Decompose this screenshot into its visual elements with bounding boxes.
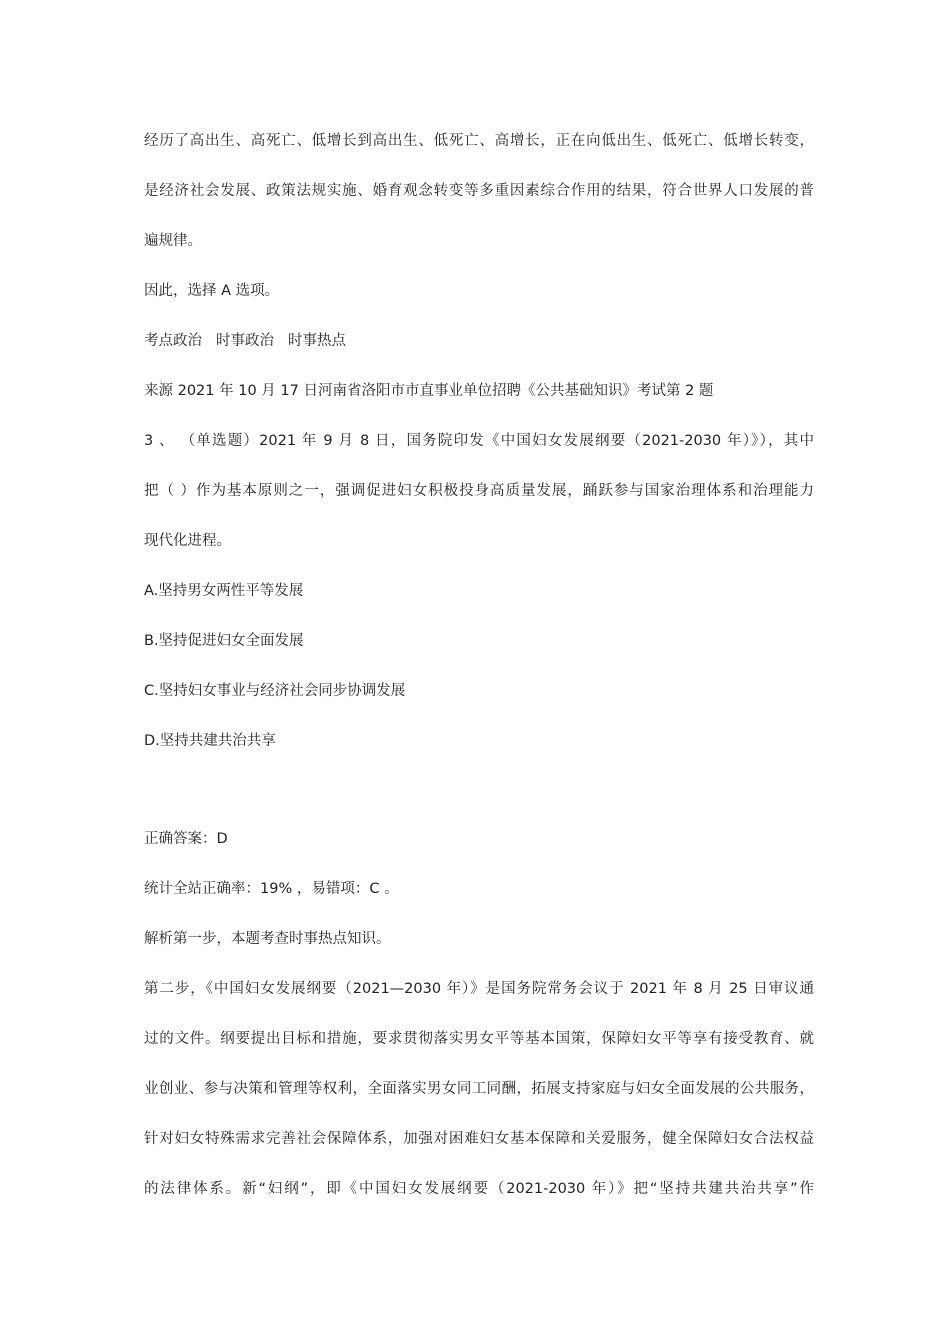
question-line: 现代化进程。	[144, 533, 231, 549]
tag-item: 政治	[173, 333, 202, 349]
analysis-step1: 解析第一步，本题考查时事热点知识。	[144, 931, 391, 947]
paragraph-line: 遍规律。	[144, 233, 202, 249]
option-a: A.坚持男女两性平等发展	[144, 583, 304, 599]
topic-tags	[144, 331, 814, 351]
conclusion-text: 因此，选择 A 选项。	[144, 283, 280, 299]
source-text: 来源 2021 年 10 月 17 日河南省洛阳市市直事业单位招聘《公共基础知识》考试第 2 题	[144, 383, 714, 399]
analysis-line: 业创业、参与决策和管理等权利，全面落实男女同工同酬，拓展支持家庭与妇女全面发展的公共服务，	[144, 1081, 814, 1097]
question-line: 把（ ）作为基本原则之一，强调促进妇女积极投身高质量发展，踊跃参与国家治理体系和治理能力	[144, 483, 814, 499]
option-c: C.坚持妇女事业与经济社会同步协调发展	[144, 683, 406, 699]
tag-item: 时事热点	[288, 333, 346, 349]
paragraph-line: 是经济社会发展、政策法规实施、婚育观念转变等多重因素综合作用的结果，符合世界人口发展的普	[144, 183, 814, 199]
analysis-line: 的法律体系。新“妇纲”，即《中国妇女发展纲要（2021-2030 年）》把“坚持共建共治共享”作	[144, 1181, 814, 1197]
tag-item: 时事政治	[216, 333, 274, 349]
question-line: 3 、 （单选题）2021 年 9 月 8 日，国务院印发《中国妇女发展纲要（2021-2030 年）》），其中	[144, 433, 814, 449]
option-d: D.坚持共建共治共享	[144, 733, 276, 749]
analysis-line: 第二步，《中国妇女发展纲要（2021—2030 年）》是国务院常务会议于 2021 年 8 月 25 日审议通	[144, 981, 814, 997]
accuracy-stats: 统计全站正确率：19% ，易错项：C 。	[144, 881, 399, 897]
analysis-line: 针对妇女特殊需求完善社会保障体系，加强对困难妇女基本保障和关爱服务，健全保障妇女合法权益	[144, 1131, 814, 1147]
document-page	[144, 0, 814, 1344]
option-b: B.坚持促进妇女全面发展	[144, 633, 304, 649]
analysis-line: 过的文件。纲要提出目标和措施，要求贯彻落实男女平等基本国策，保障妇女平等享有接受教育、就	[144, 1031, 814, 1047]
correct-answer: 正确答案：D	[144, 831, 228, 847]
tags-label: 考点	[144, 333, 173, 349]
paragraph-line: 经历了高出生、高死亡、低增长到高出生、低死亡、高增长，正在向低出生、低死亡、低增长转变，	[144, 133, 814, 149]
